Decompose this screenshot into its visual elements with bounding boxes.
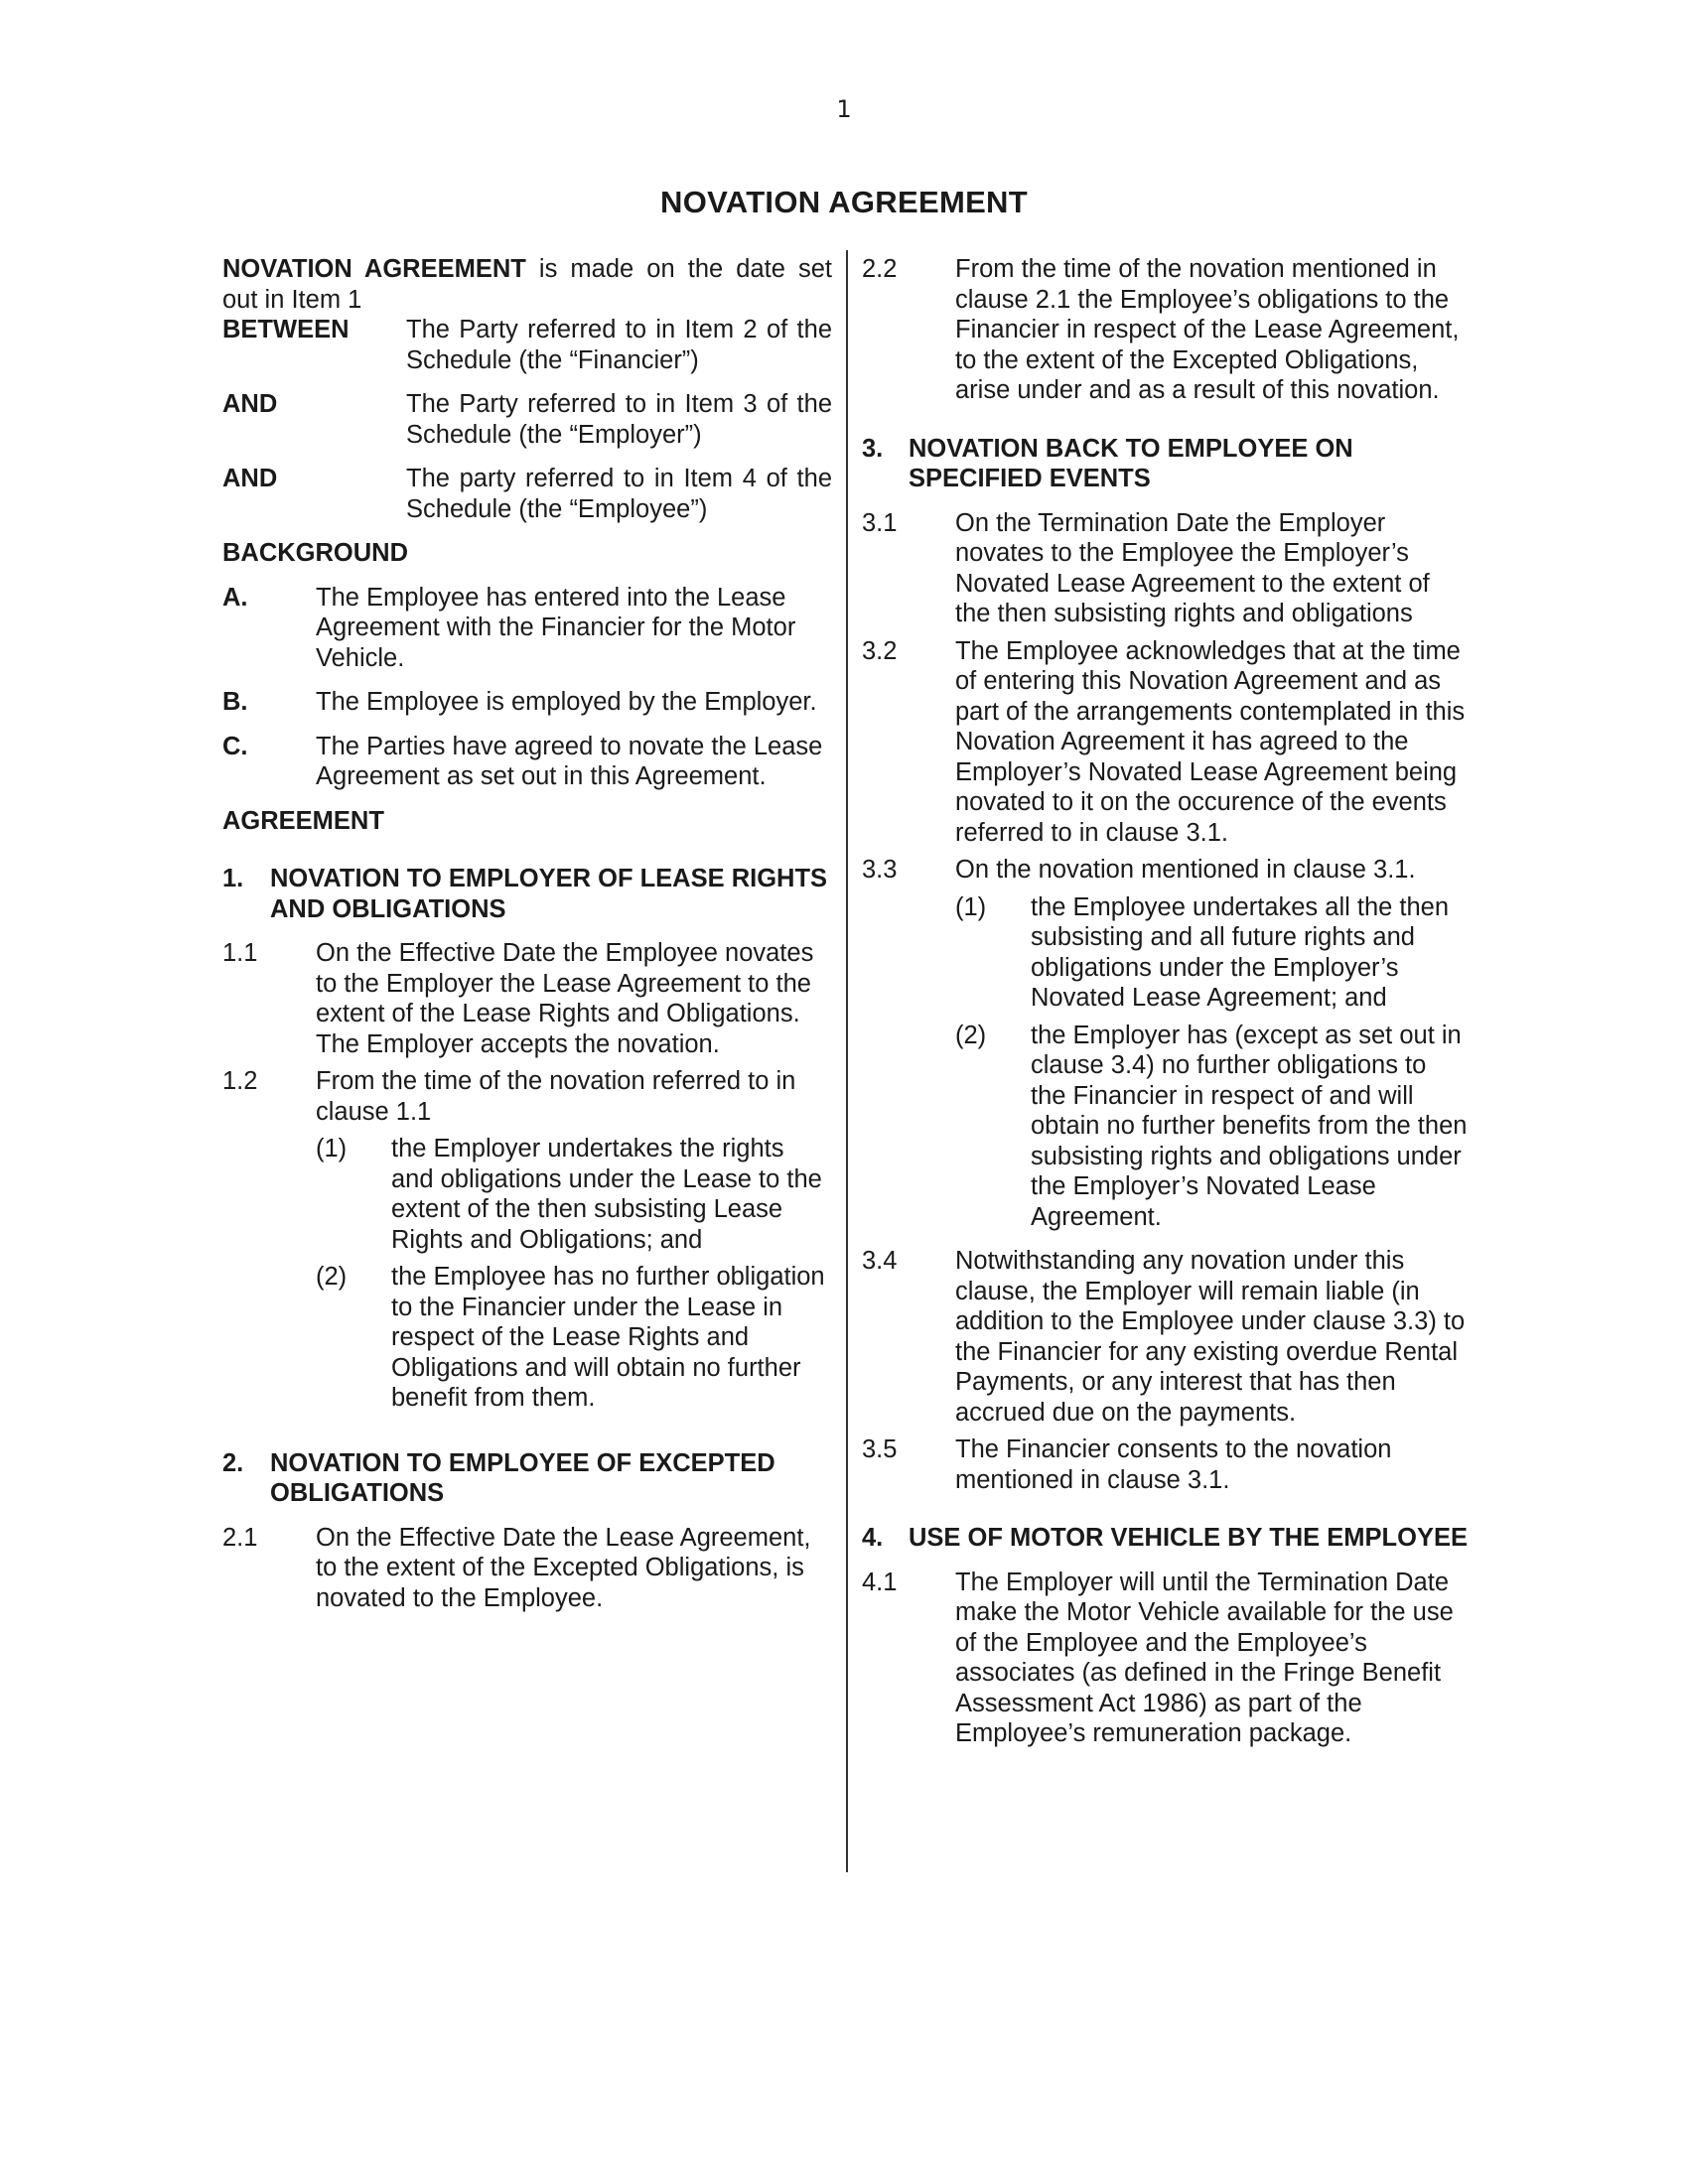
page-number: 1 bbox=[836, 95, 852, 123]
subclause-number: (2) bbox=[955, 1021, 987, 1049]
subclause bbox=[316, 1262, 832, 1414]
party-label: AND bbox=[222, 390, 278, 418]
subclause bbox=[955, 1021, 1468, 1233]
subclause bbox=[316, 1134, 832, 1255]
party-text: The party referred to in Item 4 of the Schedule (the “Employee”) bbox=[406, 465, 832, 523]
subclause-number: (1) bbox=[955, 892, 987, 921]
clause-number: 3.2 bbox=[862, 636, 898, 665]
clause-number: 3.3 bbox=[862, 856, 898, 884]
clause-number: 3.1 bbox=[862, 508, 898, 537]
intro-bold: NOVATION AGREEMENT bbox=[222, 255, 526, 283]
party-label: AND bbox=[222, 465, 278, 492]
clause-text: From the time of the novation mentioned in clause 2.1 the Employee’s obligations to the Financier in respect of the Lease Agreement, to the extent of the Excepted Obligations, arise under and as a result of this novation. bbox=[955, 255, 1460, 404]
background-text: The Employee is employed by the Employer. bbox=[316, 688, 817, 716]
clause-text: The Employer will until the Termination Date make the Motor Vehicle available for the use of the Employee and the Employee’s associates (as defined in the Fringe Benefit Assessment Act 1986) as part of the Employee’s remuneration package. bbox=[955, 1568, 1454, 1747]
background-item bbox=[222, 732, 832, 792]
clause-4-1 bbox=[862, 1568, 1468, 1749]
section-3-heading bbox=[862, 434, 1468, 494]
subclause-text: the Employer has (except as set out in clause 3.4) no further obligations to the Financier in respect of and will obtain no further benefits from the then subsisting rights and obligations under the Employer’s Novated Lease Agreement. bbox=[1031, 1021, 1468, 1231]
clause-text: Notwithstanding any novation under this clause, the Employer will remain liable (in addition to the Employee under clause 3.3) to the Financier for any existing overdue Rental Payments, or any interest that has then accrued due on the payments. bbox=[955, 1247, 1466, 1427]
clause-number: 1.2 bbox=[222, 1067, 258, 1095]
clause-3-5 bbox=[862, 1434, 1468, 1495]
clause-number: 4.1 bbox=[862, 1568, 898, 1596]
section-title: NOVATION BACK TO EMPLOYEE ON SPECIFIED EVENTS bbox=[909, 434, 1353, 492]
clause-3-2 bbox=[862, 636, 1468, 849]
party-financier bbox=[222, 315, 832, 375]
clause-number: 2.1 bbox=[222, 1523, 258, 1552]
clause-1-2 bbox=[222, 1066, 832, 1421]
party-text: The Party referred to in Item 3 of the Schedule (the “Employer”) bbox=[406, 390, 832, 449]
background-item bbox=[222, 583, 832, 674]
section-title: NOVATION TO EMPLOYER OF LEASE RIGHTS AND OBLIGATIONS bbox=[270, 865, 828, 923]
subclause-number: (1) bbox=[316, 1135, 348, 1162]
clause-text: The Employee acknowledges that at the time of entering this Novation Agreement and as part of the arrangements contemplated in this Novation Agreement it has agreed to the Employer’s Novated Lease Agreement being novated to it on the occurence of the events referred to in clause 3.1. bbox=[955, 636, 1466, 847]
clause-1-1 bbox=[222, 938, 832, 1059]
clause-number: 1.1 bbox=[222, 939, 258, 967]
section-title: NOVATION TO EMPLOYEE OF EXCEPTED OBLIGATIONS bbox=[270, 1448, 775, 1507]
background-letter: B. bbox=[222, 688, 248, 716]
background-item bbox=[222, 687, 832, 718]
clause-text: The Financier consents to the novation mentioned in clause 3.1. bbox=[955, 1435, 1392, 1494]
party-employer bbox=[222, 389, 832, 450]
subclause-text: the Employee undertakes all the then subsisting and all future rights and obligations under the Employer’s Novated Lease Agreement; and bbox=[1031, 892, 1450, 1012]
clause-text: On the novation mentioned in clause 3.1. bbox=[955, 856, 1416, 884]
section-2-heading bbox=[222, 1448, 832, 1509]
section-4-heading bbox=[862, 1523, 1468, 1554]
section-number: 4. bbox=[862, 1524, 884, 1552]
column-divider bbox=[846, 250, 848, 1872]
background-text: The Parties have agreed to novate the Lease Agreement as set out in this Agreement. bbox=[316, 732, 823, 790]
clause-number: 3.5 bbox=[862, 1435, 898, 1463]
subclause bbox=[955, 892, 1468, 1014]
section-number: 1. bbox=[222, 865, 244, 892]
section-1-heading bbox=[222, 864, 832, 924]
left-column bbox=[222, 254, 832, 1620]
clause-number: 2.2 bbox=[862, 255, 898, 283]
party-text: The Party referred to in Item 2 of the Schedule (the “Financier”) bbox=[406, 316, 832, 374]
background-letter: C. bbox=[222, 732, 248, 760]
party-employee bbox=[222, 464, 832, 524]
intro-text: is made on the date set out in Item 1 bbox=[222, 255, 832, 314]
clause-3-3 bbox=[862, 855, 1468, 1239]
background-letter: A. bbox=[222, 583, 248, 612]
clause-2-1 bbox=[222, 1523, 832, 1614]
intro-paragraph bbox=[222, 254, 832, 315]
clause-text: On the Termination Date the Employer novates to the Employee the Employer’s Novated Lease Agreement to the extent of the then subsisting rights and obligations bbox=[955, 508, 1430, 627]
background-heading: BACKGROUND bbox=[222, 539, 408, 567]
clause-2-2 bbox=[862, 254, 1468, 406]
clause-text: From the time of the novation referred to in clause 1.1 bbox=[316, 1067, 796, 1126]
subclause-number: (2) bbox=[316, 1263, 348, 1291]
section-number: 2. bbox=[222, 1448, 244, 1477]
background-text: The Employee has entered into the Lease Agreement with the Financier for the Motor Vehicle. bbox=[316, 583, 796, 672]
subclause-text: the Employee has no further obligation to the Financier under the Lease in respect of the Lease Rights and Obligations and will obtain no further benefit from them. bbox=[391, 1263, 825, 1412]
document-title: NOVATION AGREEMENT bbox=[660, 185, 1028, 219]
section-title: USE OF MOTOR VEHICLE BY THE EMPLOYEE bbox=[909, 1524, 1468, 1552]
clause-text: On the Effective Date the Lease Agreement, to the extent of the Excepted Obligations, is novated to the Employee. bbox=[316, 1523, 811, 1612]
agreement-heading: AGREEMENT bbox=[222, 806, 384, 835]
clause-number: 3.4 bbox=[862, 1247, 898, 1275]
party-label: BETWEEN bbox=[222, 316, 350, 343]
subclause-text: the Employer undertakes the rights and obligations under the Lease to the extent of the then subsisting Lease Rights and Obligations; and bbox=[391, 1135, 822, 1254]
clause-3-4 bbox=[862, 1246, 1468, 1428]
clause-text: On the Effective Date the Employee novates to the Employer the Lease Agreement to the extent of the Lease Rights and Obligations. The Employer accepts the novation. bbox=[316, 939, 814, 1058]
right-column bbox=[862, 254, 1468, 1756]
clause-3-1 bbox=[862, 508, 1468, 629]
section-number: 3. bbox=[862, 434, 884, 463]
